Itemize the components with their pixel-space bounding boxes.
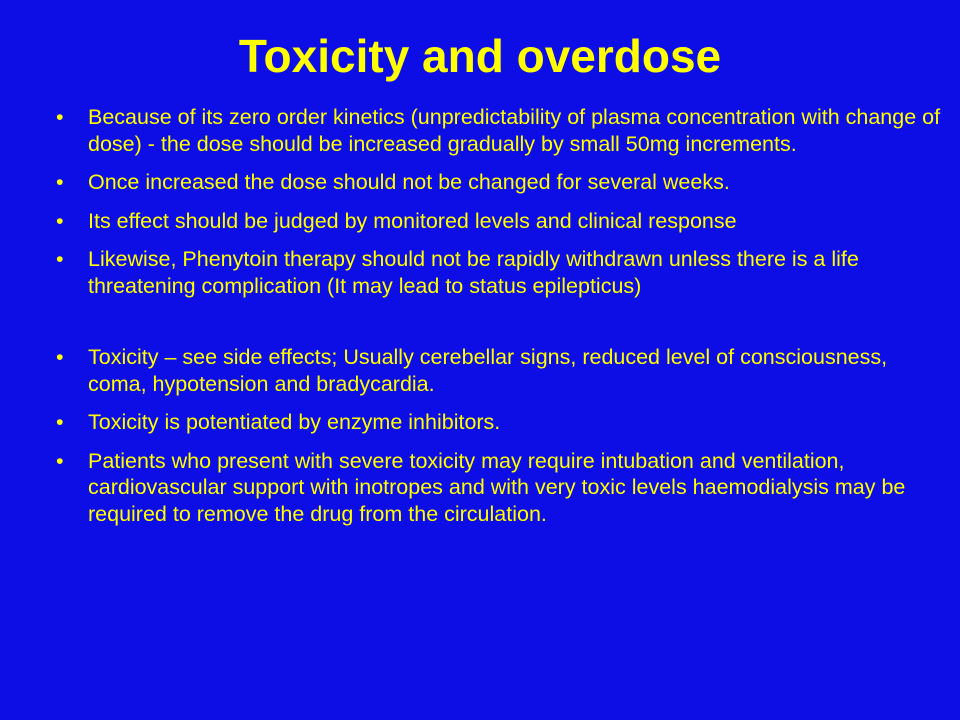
bullet-text: Toxicity – see side effects; Usually cerebellar signs, reduced level of consciousness, coma, hypotension and bradycardia.	[88, 345, 888, 396]
bullet-item	[52, 169, 942, 196]
bullet-glyph: •	[56, 247, 64, 271]
bullet-glyph: •	[56, 105, 64, 129]
bullet-text: Patients who present with severe toxicity may require intubation and ventilation, cardiovascular support with inotropes and with very toxic levels haemodialysis may be required to remove the drug from the circulation.	[88, 448, 906, 526]
bullet-item	[52, 409, 942, 436]
bullet-item	[52, 104, 942, 157]
bullet-glyph: •	[56, 345, 64, 369]
bullet-item	[52, 448, 942, 528]
bullet-item	[52, 246, 942, 299]
bullet-list	[52, 104, 942, 539]
bullet-text: Because of its zero order kinetics (unpredictability of plasma concentration with change of dose) - the dose should be increased gradually by small 50mg increments.	[88, 105, 941, 156]
bullet-glyph: •	[56, 448, 64, 473]
bullet-glyph: •	[56, 208, 64, 233]
bullet-item	[52, 208, 942, 235]
bullet-text: Toxicity is potentiated by enzyme inhibitors.	[88, 410, 501, 434]
slide-title: Toxicity and overdose	[238, 30, 722, 82]
bullet-glyph: •	[56, 410, 64, 434]
bullet-text: Likewise, Phenytoin therapy should not be rapidly withdrawn unless there is a life threatening complication (It may lead to status epilepticus)	[88, 247, 859, 298]
bullet-glyph: •	[56, 170, 64, 194]
bullet-text: Once increased the dose should not be changed for several weeks.	[88, 170, 730, 194]
bullet-text: Its effect should be judged by monitored levels and clinical response	[88, 208, 737, 233]
bullet-item	[52, 344, 942, 397]
